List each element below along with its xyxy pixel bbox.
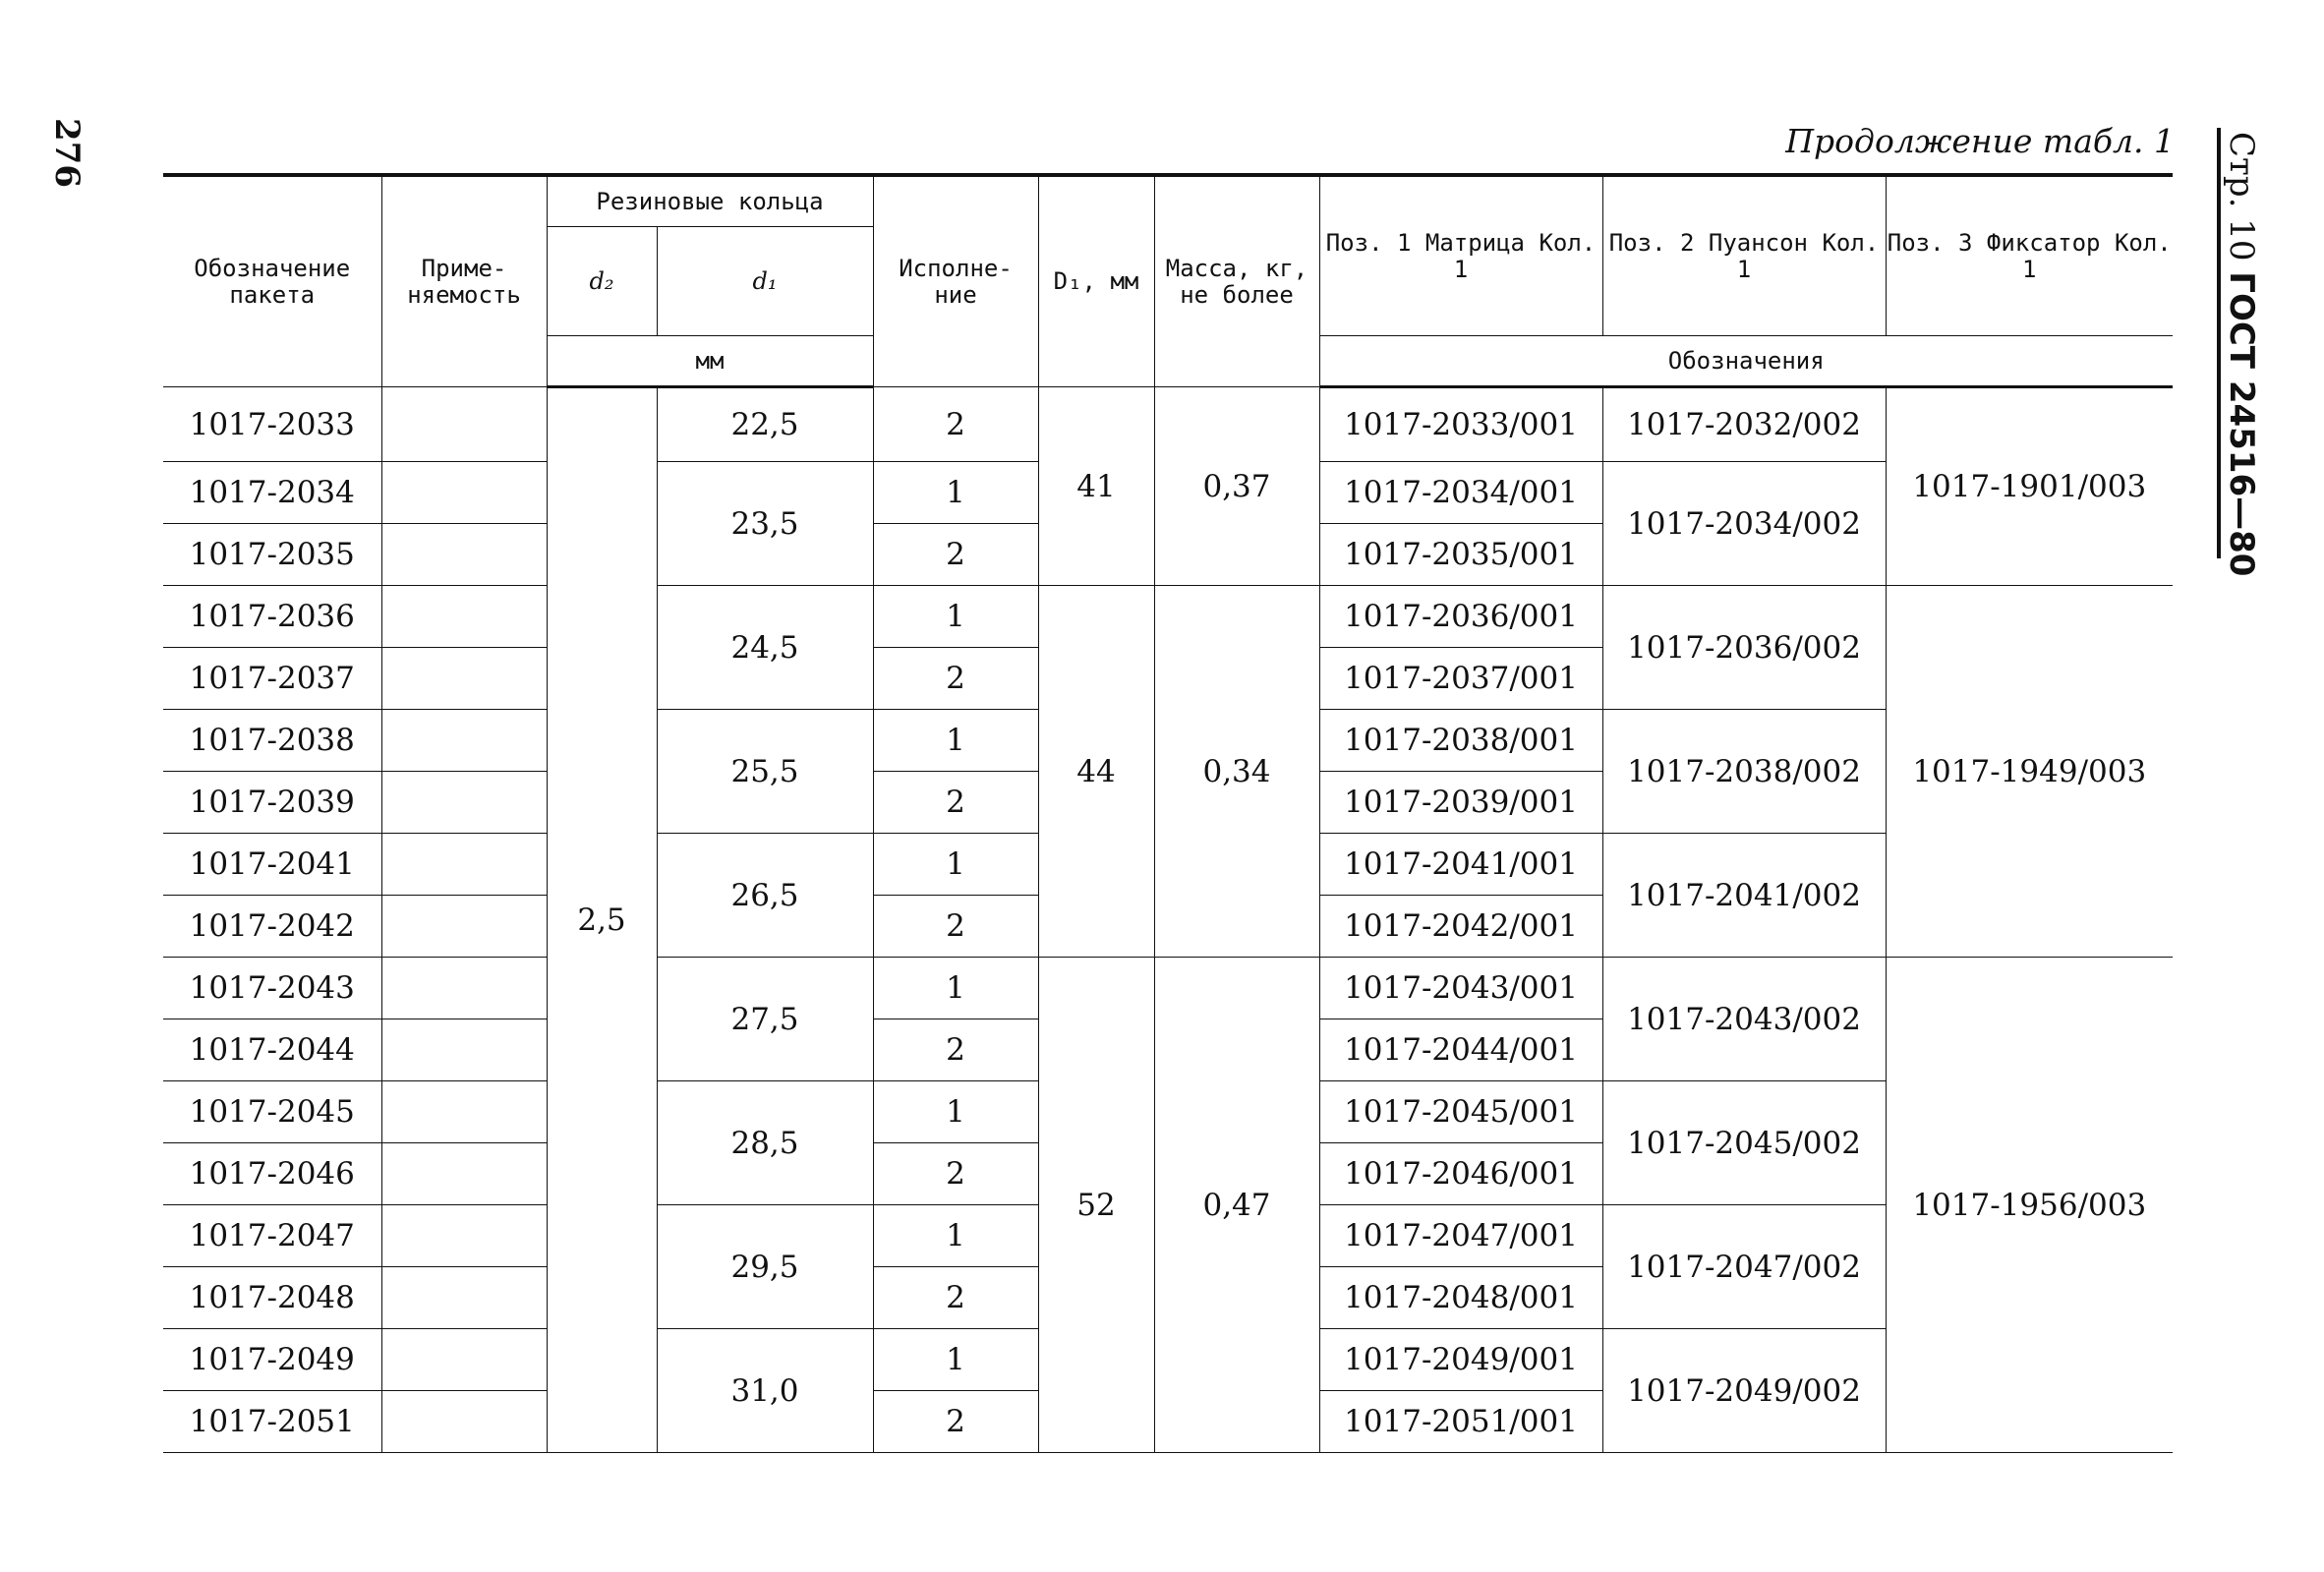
applicability-cell xyxy=(381,1205,547,1267)
page-number: 276 xyxy=(47,118,87,188)
outer-diameter-cell: 44 xyxy=(1038,586,1154,958)
package-designation-cell: 1017-2046 xyxy=(163,1143,381,1205)
pos1-die-cell: 1017-2036/001 xyxy=(1319,586,1602,648)
pos1-die-cell: 1017-2039/001 xyxy=(1319,772,1602,834)
header-rubber-rings: Резиновые кольца xyxy=(547,175,873,227)
d1-cell: 23,5 xyxy=(657,462,873,586)
package-designation-cell: 1017-2039 xyxy=(163,772,381,834)
d2-cell: 2,5 xyxy=(547,387,657,1453)
d1-cell: 24,5 xyxy=(657,586,873,710)
package-designation-cell: 1017-2047 xyxy=(163,1205,381,1267)
package-designation-cell: 1017-2038 xyxy=(163,710,381,772)
d1-cell: 28,5 xyxy=(657,1081,873,1205)
applicability-cell xyxy=(381,710,547,772)
version-cell: 2 xyxy=(873,648,1038,710)
side-header xyxy=(2222,132,2261,576)
version-cell: 2 xyxy=(873,772,1038,834)
pos1-die-cell: 1017-2051/001 xyxy=(1319,1391,1602,1453)
applicability-cell xyxy=(381,387,547,462)
mass-cell: 0,37 xyxy=(1154,387,1319,586)
pos2-punch-cell: 1017-2049/002 xyxy=(1602,1329,1886,1453)
applicability-cell xyxy=(381,648,547,710)
pos1-die-cell: 1017-2043/001 xyxy=(1319,958,1602,1019)
pos2-punch-cell: 1017-2038/002 xyxy=(1602,710,1886,834)
d1-cell: 27,5 xyxy=(657,958,873,1081)
pos3-retainer-cell: 1017-1949/003 xyxy=(1886,586,2173,958)
pos2-punch-cell: 1017-2036/002 xyxy=(1602,586,1886,710)
mass-cell: 0,47 xyxy=(1154,958,1319,1453)
version-cell: 1 xyxy=(873,1081,1038,1143)
pos1-die-cell: 1017-2048/001 xyxy=(1319,1267,1602,1329)
version-cell: 2 xyxy=(873,896,1038,958)
outer-diameter-cell: 52 xyxy=(1038,958,1154,1453)
applicability-cell xyxy=(381,1019,547,1081)
pos1-die-cell: 1017-2044/001 xyxy=(1319,1019,1602,1081)
header-pos1: Поз. 1 Матрица Кол. 1 xyxy=(1319,175,1602,336)
package-designation-cell: 1017-2043 xyxy=(163,958,381,1019)
pos1-die-cell: 1017-2034/001 xyxy=(1319,462,1602,524)
version-cell: 1 xyxy=(873,462,1038,524)
applicability-cell xyxy=(381,772,547,834)
applicability-cell xyxy=(381,586,547,648)
pos1-die-cell: 1017-2038/001 xyxy=(1319,710,1602,772)
specification-table xyxy=(163,173,2173,1453)
mass-cell: 0,34 xyxy=(1154,586,1319,958)
side-header-standard: ГОСТ 24516—80 xyxy=(2222,271,2261,577)
package-designation-cell: 1017-2035 xyxy=(163,524,381,586)
table-row xyxy=(163,387,2173,462)
applicability-cell xyxy=(381,1081,547,1143)
version-cell: 1 xyxy=(873,958,1038,1019)
package-designation-cell: 1017-2049 xyxy=(163,1329,381,1391)
pos2-punch-cell: 1017-2047/002 xyxy=(1602,1205,1886,1329)
pos3-retainer-cell: 1017-1956/003 xyxy=(1886,958,2173,1453)
pos1-die-cell: 1017-2047/001 xyxy=(1319,1205,1602,1267)
d1-cell: 29,5 xyxy=(657,1205,873,1329)
version-cell: 2 xyxy=(873,1267,1038,1329)
version-cell: 1 xyxy=(873,586,1038,648)
applicability-cell xyxy=(381,1329,547,1391)
d1-cell: 25,5 xyxy=(657,710,873,834)
version-cell: 2 xyxy=(873,524,1038,586)
pos2-punch-cell: 1017-2032/002 xyxy=(1602,387,1886,462)
version-cell: 1 xyxy=(873,1205,1038,1267)
d1-cell: 22,5 xyxy=(657,387,873,462)
applicability-cell xyxy=(381,1391,547,1453)
version-cell: 2 xyxy=(873,1019,1038,1081)
pos2-punch-cell: 1017-2034/002 xyxy=(1602,462,1886,586)
package-designation-cell: 1017-2048 xyxy=(163,1267,381,1329)
d1-cell: 26,5 xyxy=(657,834,873,958)
package-designation-cell: 1017-2045 xyxy=(163,1081,381,1143)
table-body xyxy=(163,387,2173,1453)
header-unit-mm: мм xyxy=(547,336,873,387)
header-pos3: Поз. 3 Фиксатор Кол. 1 xyxy=(1886,175,2173,336)
package-designation-cell: 1017-2051 xyxy=(163,1391,381,1453)
pos1-die-cell: 1017-2046/001 xyxy=(1319,1143,1602,1205)
d1-cell: 31,0 xyxy=(657,1329,873,1453)
header-mass: Масса, кг, не более xyxy=(1154,175,1319,387)
package-designation-cell: 1017-2042 xyxy=(163,896,381,958)
side-header-rule xyxy=(2217,128,2221,558)
header-designations: Обозначения xyxy=(1319,336,2173,387)
applicability-cell xyxy=(381,834,547,896)
pos2-punch-cell: 1017-2043/002 xyxy=(1602,958,1886,1081)
table-row xyxy=(163,958,2173,1019)
pos1-die-cell: 1017-2049/001 xyxy=(1319,1329,1602,1391)
version-cell: 2 xyxy=(873,1391,1038,1453)
applicability-cell xyxy=(381,462,547,524)
outer-diameter-cell: 41 xyxy=(1038,387,1154,586)
package-designation-cell: 1017-2033 xyxy=(163,387,381,462)
table-row xyxy=(163,586,2173,648)
version-cell: 1 xyxy=(873,1329,1038,1391)
header-applicability: Приме- няемость xyxy=(381,175,547,387)
package-designation-cell: 1017-2041 xyxy=(163,834,381,896)
table-continuation-caption: Продолжение табл. 1 xyxy=(1785,122,2175,160)
header-version: Исполне- ние xyxy=(873,175,1038,387)
applicability-cell xyxy=(381,896,547,958)
header-d1-outer: D₁, мм xyxy=(1038,175,1154,387)
pos3-retainer-cell: 1017-1901/003 xyxy=(1886,387,2173,586)
header-d2: d₂ xyxy=(547,227,657,336)
package-designation-cell: 1017-2037 xyxy=(163,648,381,710)
side-header-page: Стр. 10 xyxy=(2222,132,2261,262)
package-designation-cell: 1017-2034 xyxy=(163,462,381,524)
applicability-cell xyxy=(381,1143,547,1205)
applicability-cell xyxy=(381,958,547,1019)
header-pos2: Поз. 2 Пуансон Кол. 1 xyxy=(1602,175,1886,336)
pos1-die-cell: 1017-2042/001 xyxy=(1319,896,1602,958)
pos1-die-cell: 1017-2045/001 xyxy=(1319,1081,1602,1143)
version-cell: 2 xyxy=(873,387,1038,462)
header-d1: d₁ xyxy=(657,227,873,336)
version-cell: 1 xyxy=(873,834,1038,896)
applicability-cell xyxy=(381,1267,547,1329)
pos1-die-cell: 1017-2033/001 xyxy=(1319,387,1602,462)
version-cell: 2 xyxy=(873,1143,1038,1205)
pos1-die-cell: 1017-2035/001 xyxy=(1319,524,1602,586)
version-cell: 1 xyxy=(873,710,1038,772)
package-designation-cell: 1017-2044 xyxy=(163,1019,381,1081)
package-designation-cell: 1017-2036 xyxy=(163,586,381,648)
pos1-die-cell: 1017-2037/001 xyxy=(1319,648,1602,710)
applicability-cell xyxy=(381,524,547,586)
header-designation: Обозначение пакета xyxy=(163,175,381,387)
pos2-punch-cell: 1017-2045/002 xyxy=(1602,1081,1886,1205)
pos2-punch-cell: 1017-2041/002 xyxy=(1602,834,1886,958)
table-header xyxy=(163,175,2173,387)
pos1-die-cell: 1017-2041/001 xyxy=(1319,834,1602,896)
